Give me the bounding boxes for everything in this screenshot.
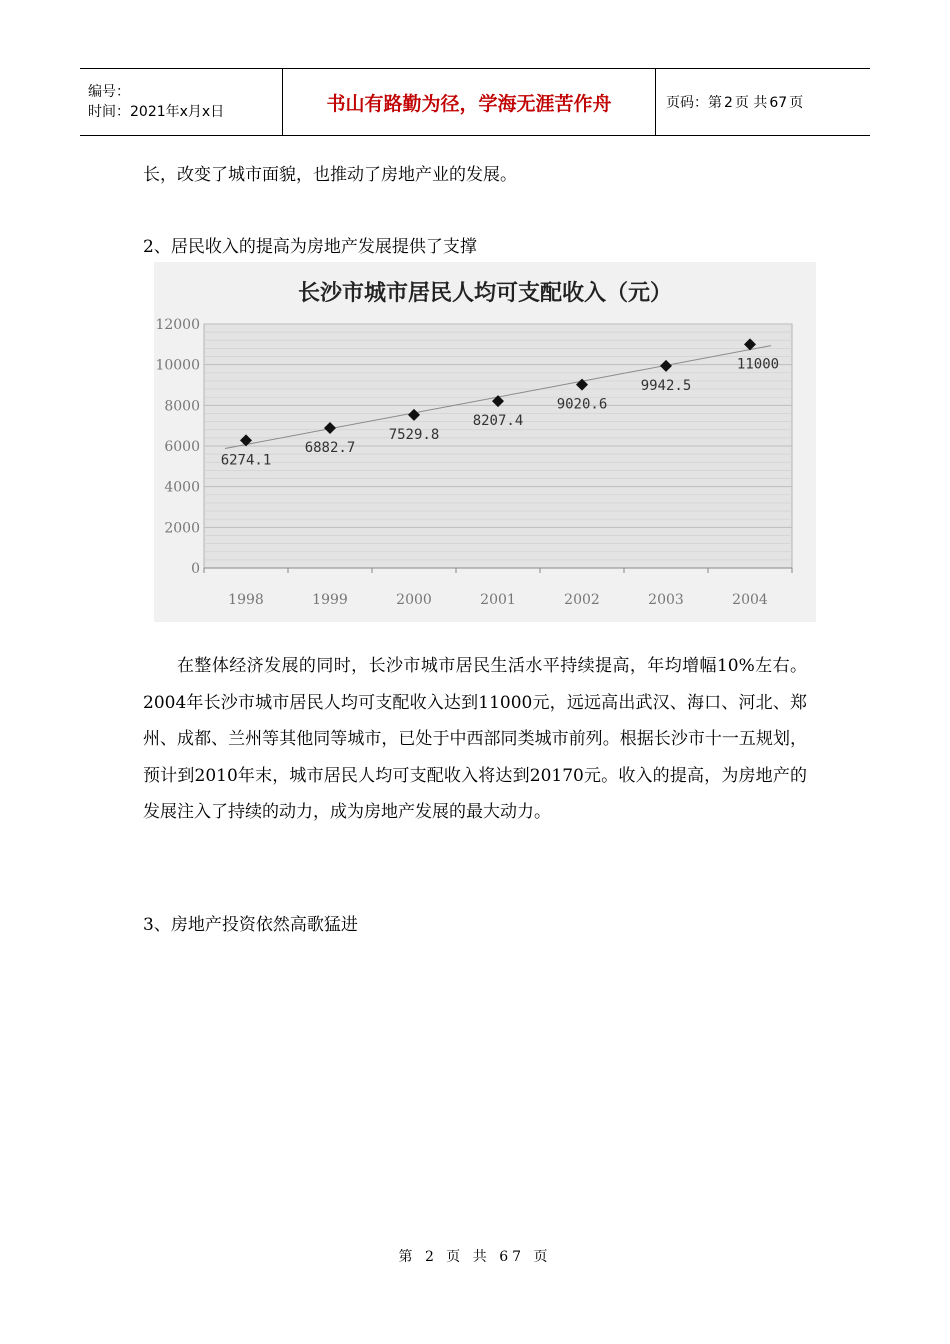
header-time-label: 时间：2021年x月x日 xyxy=(88,104,225,120)
header-number-label: 编号： xyxy=(88,84,130,100)
continued-paragraph: 长，改变了城市面貌，也推动了房地产业的发展。 xyxy=(143,165,517,185)
income-chart xyxy=(154,262,816,622)
y-tick-label: 0 xyxy=(191,561,200,577)
x-tick-label: 2000 xyxy=(396,592,432,608)
header-motto: 书山有路勤为径，学海无涯苦作舟 xyxy=(326,92,612,115)
data-label: 9942.5 xyxy=(640,377,692,394)
x-tick-label: 2002 xyxy=(564,592,600,608)
data-label: 11000 xyxy=(736,356,780,373)
x-tick-label: 2001 xyxy=(480,592,516,608)
header-motto-cell xyxy=(282,69,656,135)
page-header xyxy=(80,68,870,136)
y-tick-label: 12000 xyxy=(155,317,200,333)
y-tick-label: 2000 xyxy=(164,520,200,537)
chart-title: 长沙市城市居民人均可支配收入（元） xyxy=(297,281,673,306)
income-chart-svg xyxy=(154,262,816,622)
data-label: 6882.7 xyxy=(304,440,356,457)
header-meta xyxy=(80,69,282,135)
data-label: 9020.6 xyxy=(556,396,608,413)
header-page-label: 页码：第 xyxy=(666,95,722,111)
y-tick-label: 6000 xyxy=(164,439,200,455)
header-page-total: 67 xyxy=(769,95,788,111)
y-tick-label: 10000 xyxy=(155,357,200,374)
header-page-mid: 页 共 xyxy=(734,95,768,111)
section-heading-3: 3、房地产投资依然高歌猛进 xyxy=(143,915,358,935)
header-page-end: 页 xyxy=(789,95,804,111)
x-tick-label: 1999 xyxy=(312,592,348,608)
page-footer: 第 2 页 共 67 页 xyxy=(398,1249,552,1265)
x-tick-label: 2003 xyxy=(648,592,684,608)
data-label: 6274.1 xyxy=(220,452,272,469)
plot-area xyxy=(155,317,792,608)
header-page-info xyxy=(656,69,870,135)
data-label: 8207.4 xyxy=(472,413,524,430)
body-paragraph: 在整体经济发展的同时，长沙市城市居民生活水平持续提高，年均增幅10%左右。2004年长沙市城市居民人均可支配收入达到11000元，远远高出武汉、海口、河北、郑州、成都、兰州等其他同等城市，已处于中西部同类城市前列。根据长沙市十一五规划，预计到2010年末，城市居民人均可支配收入将达到20170元。收入的提高，为房地产的发展注入了持续的动力，成为房地产发展的最大动力。 xyxy=(143,656,807,822)
data-label: 7529.8 xyxy=(388,426,440,443)
y-tick-label: 8000 xyxy=(164,398,200,415)
x-tick-label: 1998 xyxy=(228,592,264,608)
y-tick-label: 4000 xyxy=(164,479,200,496)
section-heading-2: 2、居民收入的提高为房地产发展提供了支撑 xyxy=(143,237,477,257)
x-tick-label: 2004 xyxy=(732,592,768,608)
header-page-num: 2 xyxy=(724,95,733,111)
